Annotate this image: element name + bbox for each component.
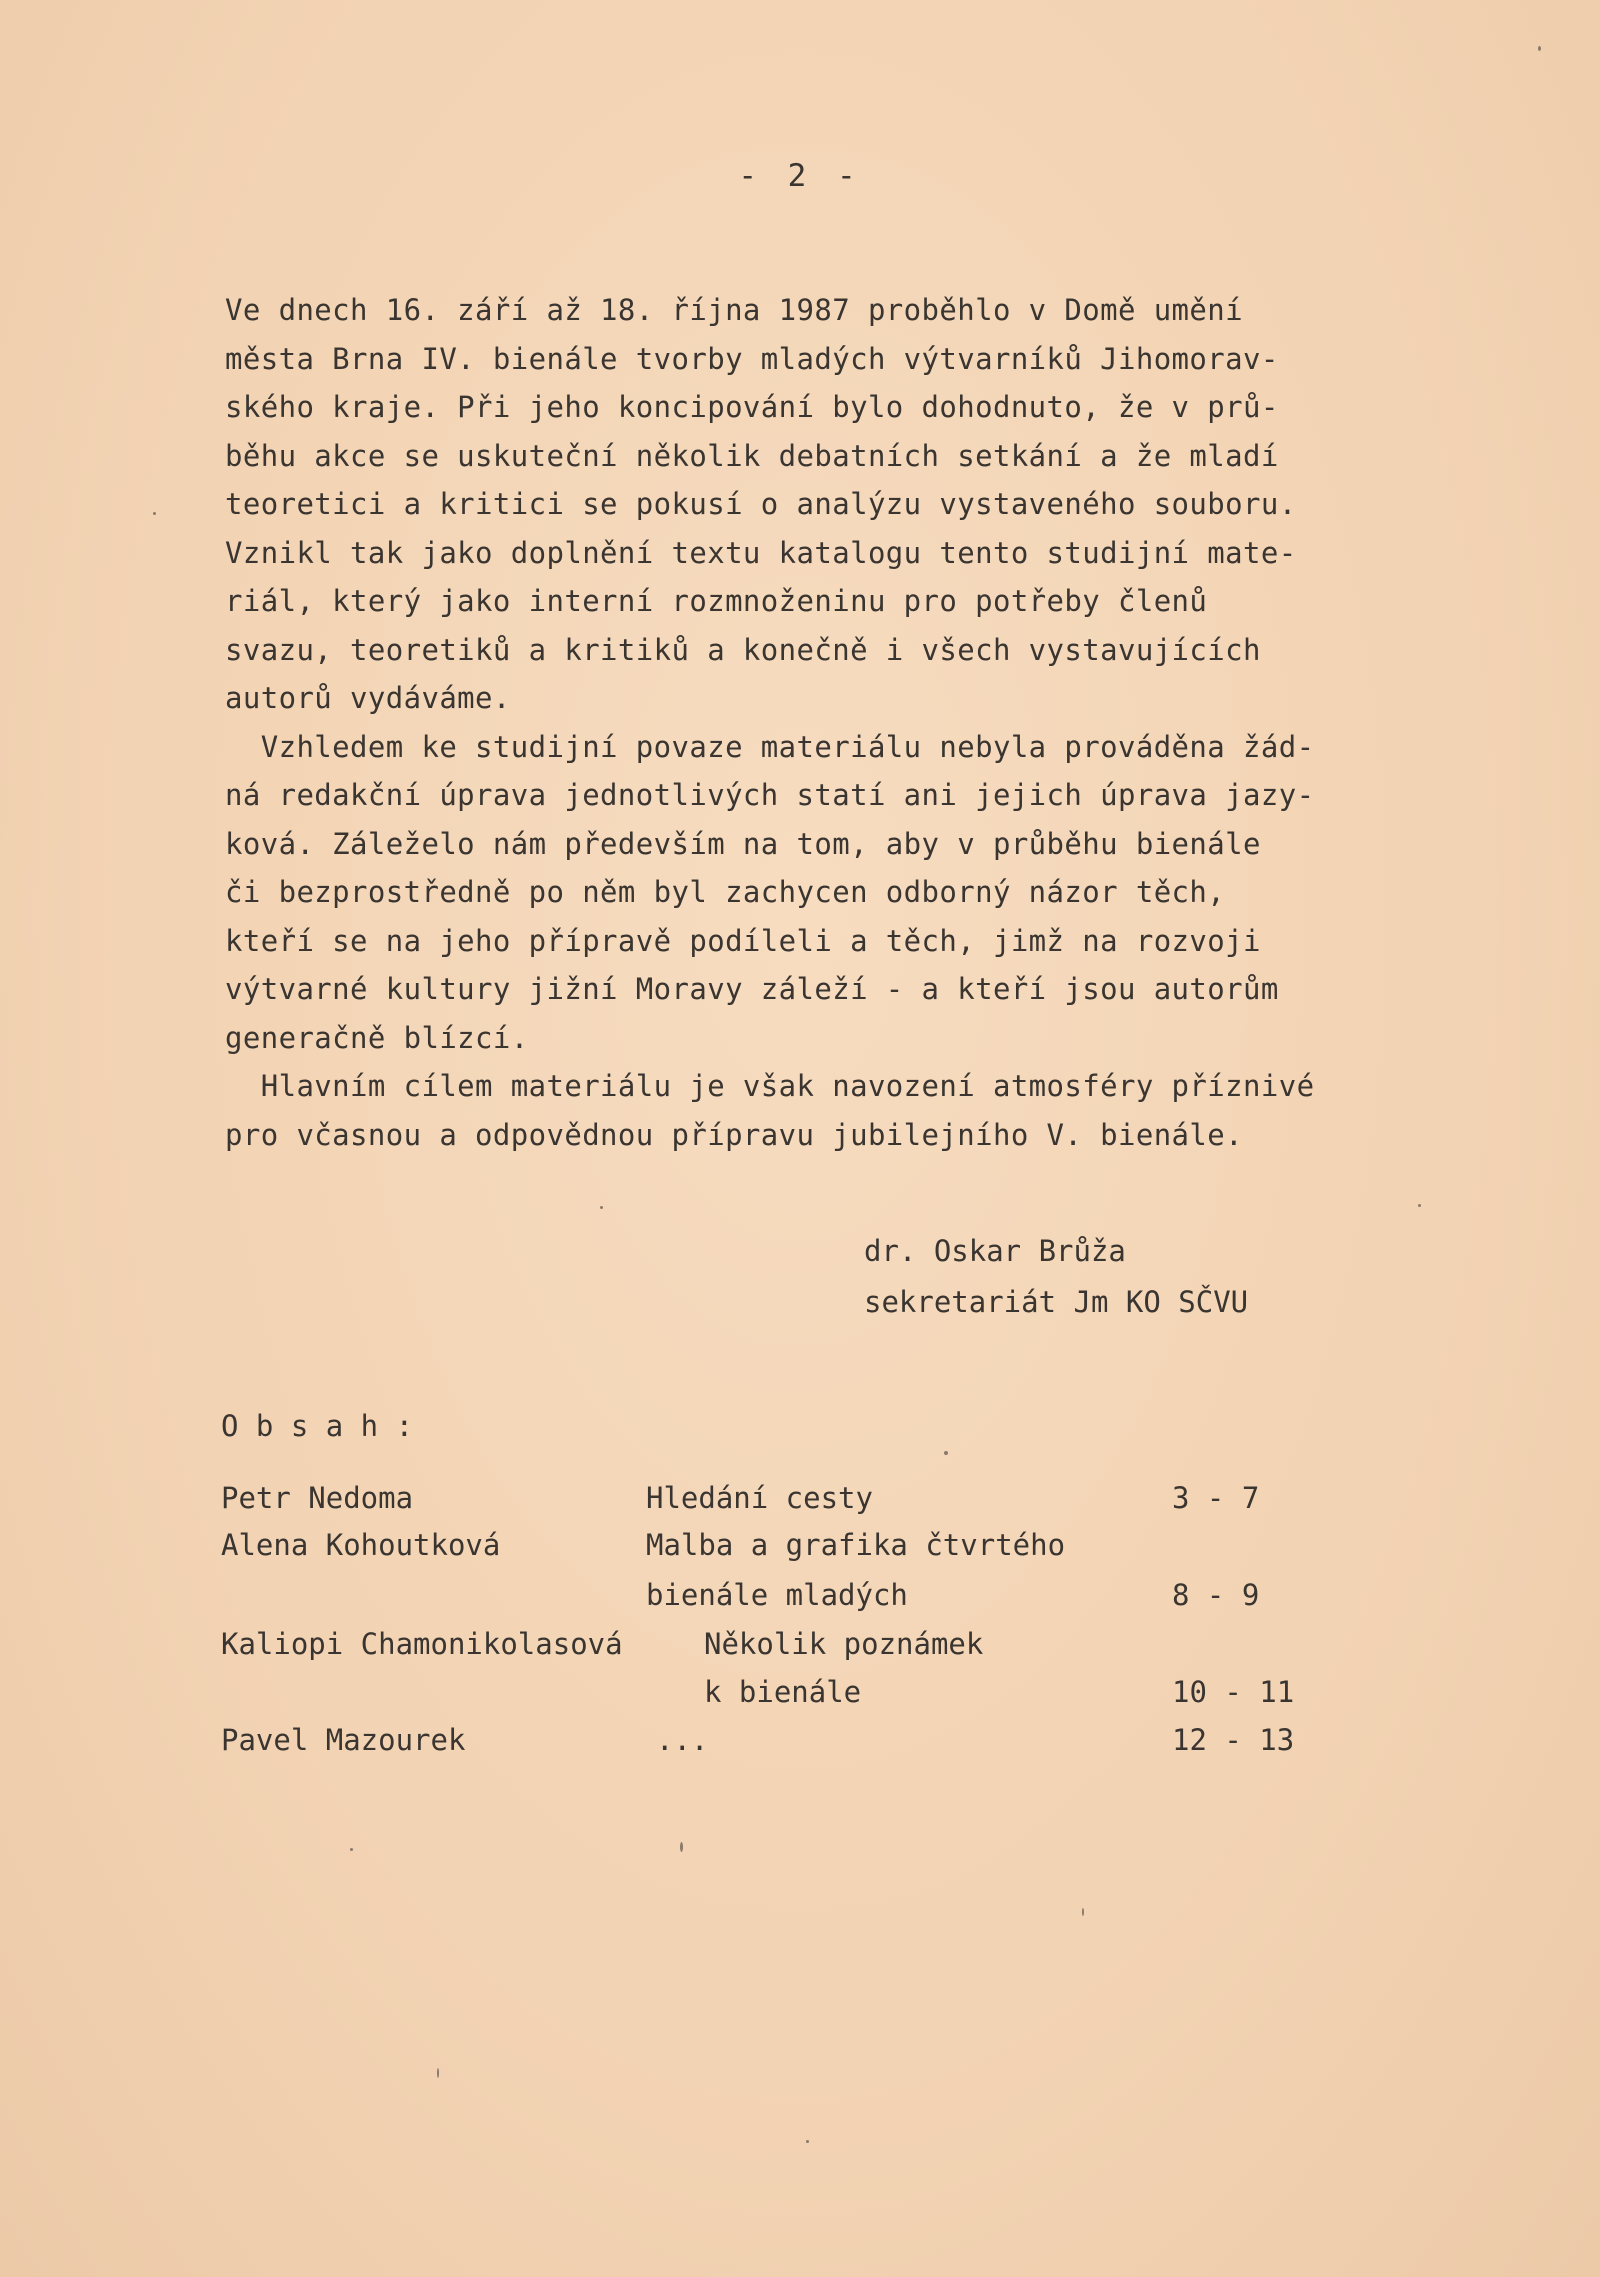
toc-title: Malba a grafika čtvrtého (646, 1528, 1066, 1562)
text-line: autorů vydáváme. (225, 681, 511, 715)
toc-pages: 10 - 11 (1172, 1675, 1295, 1709)
text-line: Hlavním cílem materiálu je však navození atmosféry příznivé (225, 1069, 1315, 1103)
text-line: či bezprostředně po něm byl zachycen odborný názor těch, (225, 875, 1226, 909)
paper-speck (806, 2140, 809, 2143)
toc-pages: 3 - 7 (1172, 1481, 1260, 1515)
text-line: svazu, teoretiků a kritiků a konečně i všech vystavujících (225, 632, 1261, 667)
toc-pages: 8 - 9 (1172, 1578, 1260, 1612)
toc-pages: 12 - 13 (1172, 1723, 1295, 1757)
text-line: kteří se na jeho přípravě podíleli a těch, jimž na rozvoji (225, 923, 1261, 958)
text-line: pro včasnou a odpovědnou přípravu jubilejního V. bienále. (225, 1117, 1243, 1152)
paper-speck (350, 1848, 353, 1851)
page-number: - 2 - (738, 158, 862, 194)
paper-speck (600, 1206, 603, 1209)
text-line: ského kraje. Při jeho koncipování bylo dohodnuto, že v prů- (225, 390, 1279, 424)
toc-title: k bienále (704, 1675, 862, 1709)
toc-author: Alena Kohoutková (221, 1528, 501, 1562)
paper-speck (1418, 1204, 1421, 1207)
text-line: ková. Záleželo nám především na tom, aby v průběhu bienále (225, 826, 1261, 861)
text-line: běhu akce se uskuteční několik debatních setkání a že mladí (225, 438, 1279, 473)
text-line: města Brna IV. bienále tvorby mladých výtvarníků Jihomorav- (225, 341, 1279, 376)
text-line: výtvarné kultury jižní Moravy záleží - a kteří jsou autorům (225, 972, 1279, 1006)
paper-speck (153, 512, 156, 515)
text-line: generačně blízcí. (225, 1020, 529, 1055)
toc-author: Petr Nedoma (221, 1481, 414, 1515)
toc-title: Hledání cesty (646, 1481, 873, 1515)
text-line: Vzhledem ke studijní povaze materiálu nebyla prováděna žád- (225, 729, 1315, 764)
text-line: Vznikl tak jako doplnění textu katalogu tento studijní mate- (225, 535, 1297, 570)
signature-name: dr. Oskar Brůža (864, 1234, 1126, 1268)
contents-heading: O b s a h : (221, 1409, 414, 1443)
signature-office: sekretariát Jm KO SČVU (864, 1285, 1249, 1319)
intro-text (225, 286, 1425, 1159)
toc-author: Pavel Mazourek (221, 1723, 466, 1757)
paper-speck (944, 1451, 948, 1455)
toc-title: Několik poznámek (704, 1627, 984, 1661)
paper-speck (437, 2068, 439, 2078)
text-line: teoretici a kritici se pokusí o analýzu vystaveného souboru. (225, 487, 1297, 521)
text-line: ná redakční úprava jednotlivých statí ani jejich úprava jazy- (225, 778, 1315, 812)
toc-title: bienále mladých (646, 1578, 908, 1612)
toc-title: ... (656, 1723, 709, 1757)
paper-speck (1538, 46, 1541, 51)
paper-speck (1082, 1908, 1084, 1916)
toc-author: Kaliopi Chamonikolasová (221, 1627, 623, 1661)
text-line: Ve dnech 16. září až 18. října 1987 proběhlo v Domě umění (225, 293, 1243, 327)
text-line: riál, který jako interní rozmnoženinu pro potřeby členů (225, 584, 1208, 618)
paper-speck (680, 1842, 683, 1852)
signature-block (864, 1226, 1248, 1328)
